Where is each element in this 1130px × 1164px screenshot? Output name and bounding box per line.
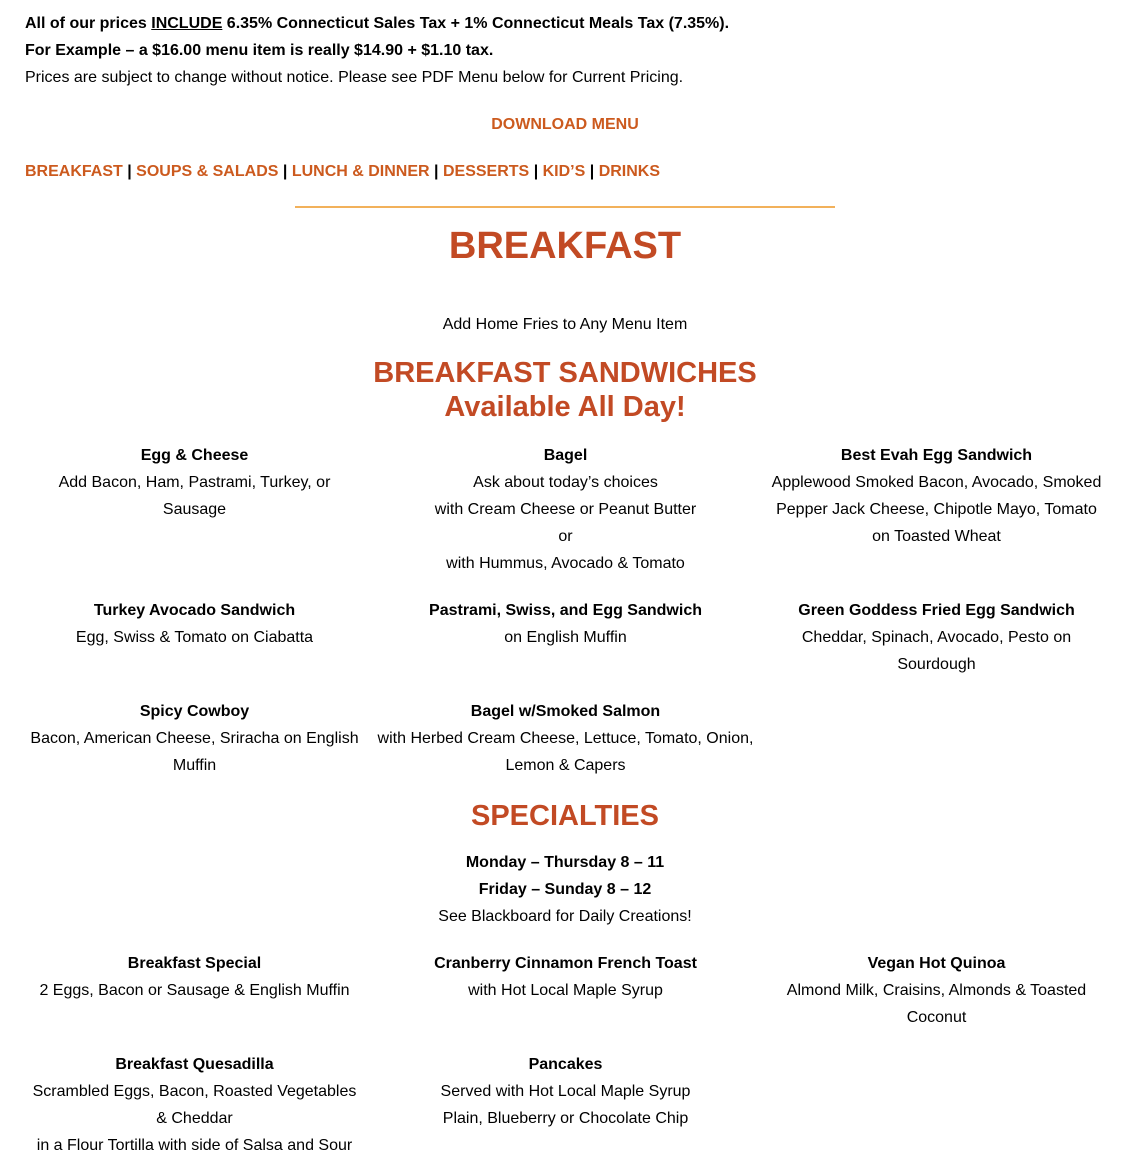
nav-separator: | [589, 163, 595, 180]
menu-item-description: with Hummus, Avocado & Tomato [446, 555, 685, 572]
menu-item-description: Bacon, American Cheese, Sriracha on English Muffin [30, 730, 359, 774]
menu-item [25, 698, 364, 779]
menu-item [25, 442, 364, 577]
menu-category-nav [25, 158, 1105, 185]
tax-notice-line2: For Example – a $16.00 menu item is really $14.90 + $1.10 tax. [25, 42, 494, 59]
menu-item-description: on English Muffin [504, 629, 627, 646]
nav-separator: | [434, 163, 439, 180]
menu-item [767, 597, 1106, 678]
tax-notice-suffix: 6.35% Connecticut Sales Tax + 1% Connecticut Meals Tax (7.35%). [222, 15, 730, 32]
menu-item [767, 442, 1106, 577]
section-divider [295, 206, 835, 208]
menu-item-description: 2 Eggs, Bacon or Sausage & English Muffin [39, 982, 350, 999]
menu-item-description: in a Flour Tortilla with side of Salsa and Sour [36, 1137, 353, 1154]
specialties-note: See Blackboard for Daily Creations! [438, 908, 692, 925]
menu-item-name: Breakfast Quesadilla [115, 1056, 274, 1073]
menu-item-description: with Hot Local Maple Syrup [468, 982, 663, 999]
specialties-hours-weekend: Friday – Sunday 8 – 12 [478, 881, 652, 898]
tax-notice-line1 [25, 10, 1105, 37]
menu-item-description: or [558, 528, 573, 545]
nav-separator: | [533, 163, 539, 180]
menu-item-name: Vegan Hot Quinoa [867, 955, 1006, 972]
menu-item-name: Turkey Avocado Sandwich [93, 602, 296, 619]
tax-notice-include: INCLUDE [151, 15, 223, 32]
specialties-grid [25, 950, 1105, 1159]
download-menu-link[interactable]: DOWNLOAD MENU [491, 116, 639, 133]
menu-item-description: Applewood Smoked Bacon, Avocado, Smoked Pepper Jack Cheese, Chipotle Mayo, Tomato on Toasted Wheat [771, 474, 1102, 545]
tax-notice-prefix: All of our prices [25, 15, 152, 32]
menu-item-name: Pastrami, Swiss, and Egg Sandwich [429, 602, 702, 619]
nav-separator: | [282, 163, 288, 180]
menu-item-name: Spicy Cowboy [139, 703, 250, 720]
menu-item-name: Pancakes [528, 1056, 603, 1073]
sandwiches-heading [25, 356, 1105, 424]
menu-item-name: Egg & Cheese [140, 447, 249, 464]
nav-link-soups-salads[interactable]: SOUPS & SALADS [136, 163, 279, 180]
menu-item-description: with Herbed Cream Cheese, Lettuce, Tomato, Onion, Lemon & Capers [377, 730, 754, 774]
menu-item [364, 442, 767, 577]
menu-item [364, 1051, 767, 1159]
price-change-note: Prices are subject to change without notice. Please see PDF Menu below for Current Pricing. [25, 69, 684, 86]
nav-link-kid-s[interactable]: KID’S [542, 163, 586, 180]
add-home-fries-note: Add Home Fries to Any Menu Item [442, 316, 688, 333]
menu-item-name: Bagel w/Smoked Salmon [470, 703, 661, 720]
menu-item [364, 698, 767, 779]
nav-link-drinks[interactable]: DRINKS [598, 163, 661, 180]
menu-item-description: Egg, Swiss & Tomato on Ciabatta [75, 629, 314, 646]
menu-item [25, 1051, 364, 1159]
menu-page [25, 10, 1105, 1159]
specialties-info [25, 849, 1105, 930]
menu-item-description: Served with Hot Local Maple Syrup [440, 1083, 691, 1100]
menu-item-description: Scrambled Eggs, Bacon, Roasted Vegetables & Cheddar [32, 1083, 357, 1127]
menu-item-name: Cranberry Cinnamon French Toast [434, 955, 697, 972]
menu-item-description: Plain, Blueberry or Chocolate Chip [442, 1110, 689, 1127]
menu-item [25, 950, 364, 1031]
menu-item-name: Breakfast Special [127, 955, 262, 972]
download-menu [25, 111, 1105, 138]
menu-item [364, 950, 767, 1031]
sandwiches-subtitle: Available All Day! [444, 391, 686, 423]
menu-item [25, 597, 364, 678]
menu-item-name: Bagel [543, 447, 588, 464]
menu-item-name: Best Evah Egg Sandwich [840, 447, 1033, 464]
nav-link-desserts[interactable]: DESSERTS [442, 163, 530, 180]
menu-item-description: with Cream Cheese or Peanut Butter [434, 501, 697, 518]
specialties-hours-weekday: Monday – Thursday 8 – 11 [465, 854, 665, 871]
specialties-title: SPECIALTIES [471, 800, 659, 832]
menu-item-description: Cheddar, Spinach, Avocado, Pesto on Sourdough [801, 629, 1072, 673]
nav-separator: | [127, 163, 132, 180]
menu-item-description: Add Bacon, Ham, Pastrami, Turkey, or Sausage [58, 474, 331, 518]
nav-link-breakfast[interactable]: BREAKFAST [25, 163, 123, 180]
menu-item [364, 597, 767, 678]
sandwiches-title: BREAKFAST SANDWICHES [373, 357, 757, 389]
nav-link-lunch-dinner[interactable]: LUNCH & DINNER [291, 163, 430, 180]
sandwiches-grid [25, 442, 1105, 779]
breakfast-title: BREAKFAST [448, 225, 682, 267]
menu-item-name: Green Goddess Fried Egg Sandwich [798, 602, 1075, 619]
menu-item [767, 950, 1106, 1031]
menu-item-description: Almond Milk, Craisins, Almonds & Toasted Coconut [786, 982, 1087, 1026]
menu-item-description: Ask about today’s choices [473, 474, 658, 491]
